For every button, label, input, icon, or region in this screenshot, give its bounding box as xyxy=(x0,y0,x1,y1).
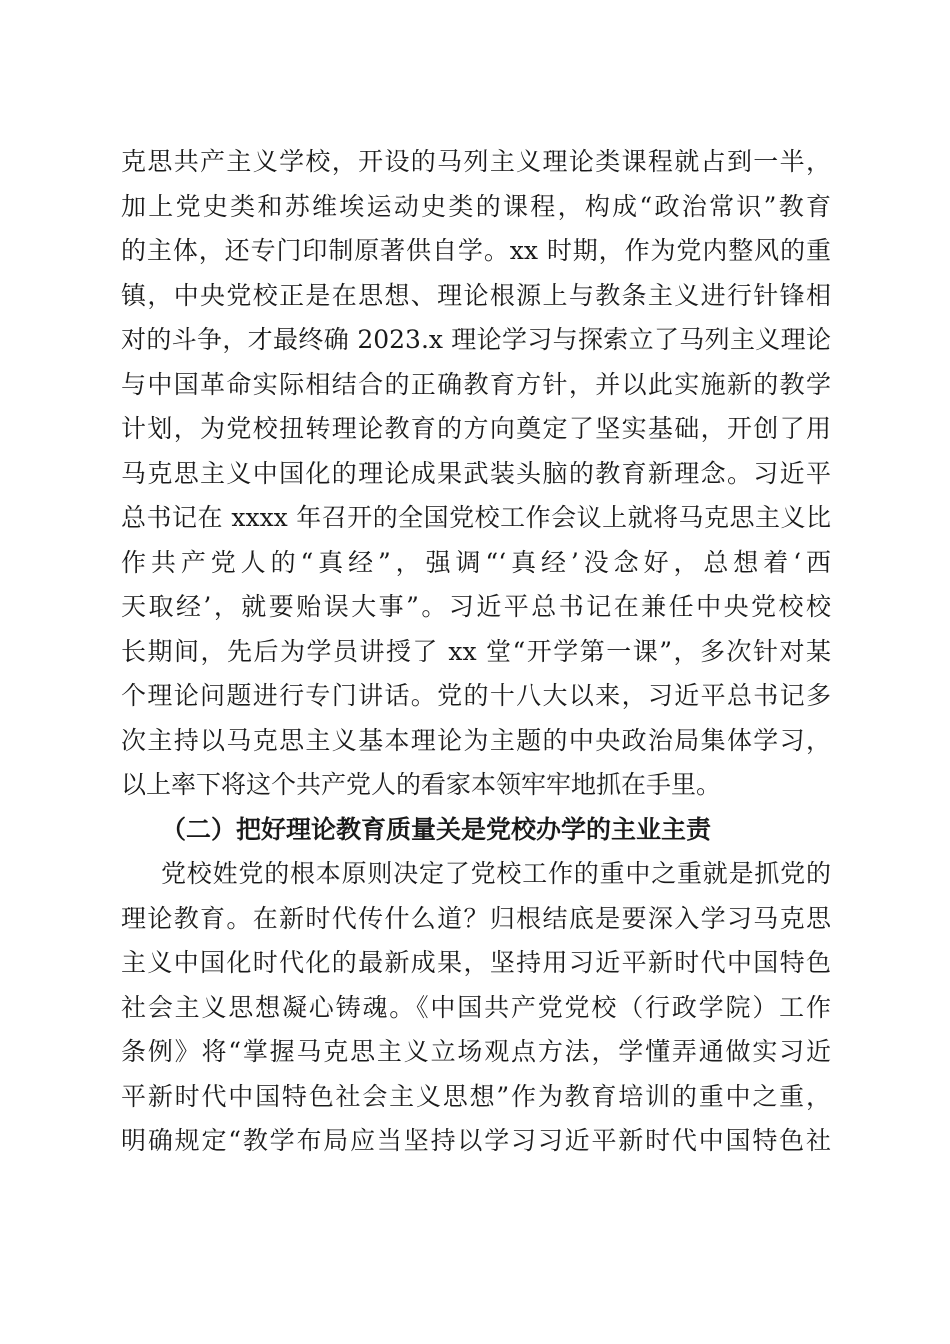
text-line: 次主持以马克思主义基本理论为主题的中央政治局集体学习， xyxy=(121,725,831,755)
text-line: 条例》将“掌握马克思主义立场观点方法，学懂弄通做实习近 xyxy=(121,1037,831,1066)
text-line: 与中国革命实际相结合的正确教育方针，并以此实施新的教学 xyxy=(121,369,831,399)
text-line: 加上党史类和苏维埃运动史类的课程，构成“政治常识”教育 xyxy=(121,191,831,221)
paragraph-2 xyxy=(121,852,831,1164)
text-line: 镇，中央党校正是在思想、理论根源上与教条主义进行针锋相 xyxy=(121,280,831,310)
text-line: 天取经’，就要贻误大事”。习近平总书记在兼任中央党校校 xyxy=(121,592,831,621)
text-line: 平新时代中国特色社会主义思想”作为教育培训的重中之重， xyxy=(121,1081,831,1111)
text-line: 对的斗争，才最终确 2023.x 理论学习与探索立了马列主义理论 xyxy=(121,325,831,354)
text-line: 克思共产主义学校，开设的马列主义理论类课程就占到一半， xyxy=(121,147,831,176)
text-line: 社会主义思想凝心铸魂。《中国共产党党校（行政学院）工作 xyxy=(121,992,831,1022)
text-line: 总书记在 xxxx 年召开的全国党校工作会议上就将马克思主义比 xyxy=(121,503,831,532)
paragraph-1 xyxy=(121,140,831,808)
text-line: 作共产党人的“真经”，强调“‘真经’没念好，总想着‘西 xyxy=(121,547,831,577)
text-line: 马克思主义中国化的理论成果武装头脑的教育新理念。习近平 xyxy=(121,458,831,488)
text-line: 长期间，先后为学员讲授了 xx 堂“开学第一课”，多次针对某 xyxy=(121,636,831,666)
text-line: 明确规定“教学布局应当坚持以学习习近平新时代中国特色社 xyxy=(121,1126,831,1155)
text-line: 党校姓党的根本原则决定了党校工作的重中之重就是抓党的 xyxy=(161,859,831,888)
text-line: 以上率下将这个共产党人的看家本领牢牢地抓在手里。 xyxy=(121,770,722,799)
text-line: 计划，为党校扭转理论教育的方向奠定了坚实基础，开创了用 xyxy=(121,414,831,443)
text-line: 理论教育。在新时代传什么道？归根结底是要深入学习马克思 xyxy=(121,903,831,933)
text-line: 个理论问题进行专门讲话。党的十八大以来，习近平总书记多 xyxy=(121,681,831,710)
section-heading: （二）把好理论教育质量关是党校办学的主业主责 xyxy=(161,814,712,844)
document-body xyxy=(121,140,831,1164)
text-line: 主义中国化时代化的最新成果，坚持用习近平新时代中国特色 xyxy=(121,948,831,977)
text-line: 的主体，还专门印制原著供自学。xx 时期，作为党内整风的重 xyxy=(121,236,831,265)
